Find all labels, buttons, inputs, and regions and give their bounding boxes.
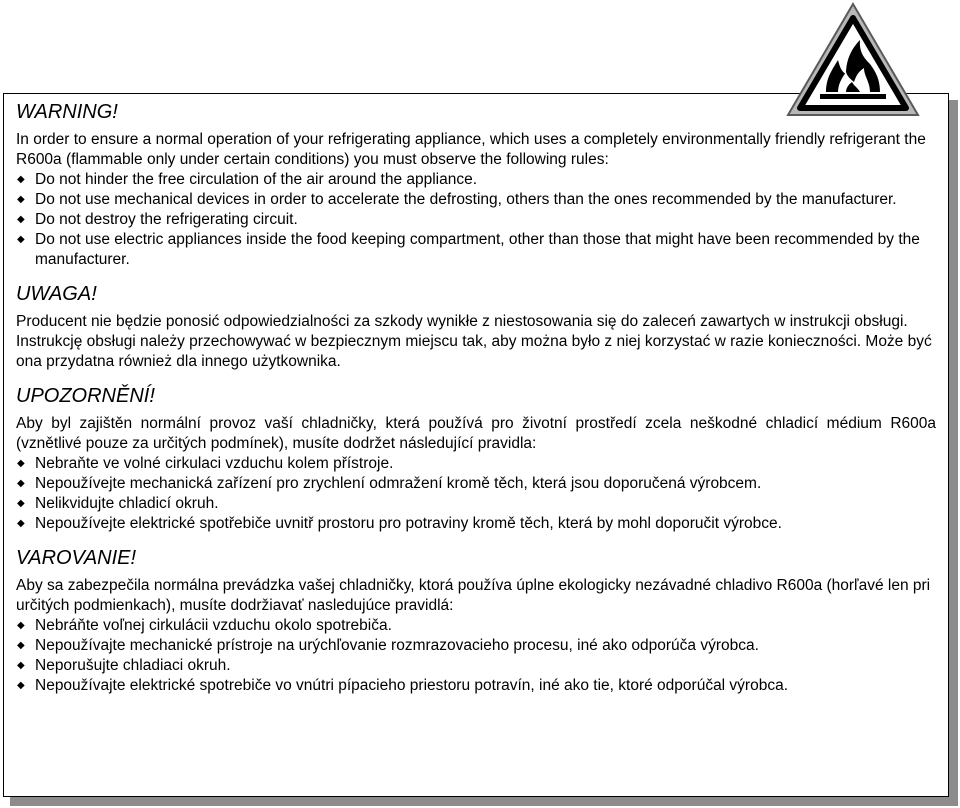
section-intro-cs: Aby byl zajištěn normální provoz vaší chladničky, která používá pro životní prostředí zcela neškodné chladicí médium R600a (vznětlivé pouze za určitých podmínek), musíte dodržet následující pravidla: <box>16 415 936 452</box>
list-item: ◆ Do not hinder the free circulation of the air around the appliance. <box>17 171 478 188</box>
diamond-bullet-icon: ◆ <box>17 640 25 651</box>
list-item: ◆ Nepoužívajte elektrické spotrebiče vo vnútri pípacieho priestoru potravín, iné ako tie, ktoré odporúčal výrobca. <box>17 677 789 694</box>
section-intro-pl: Producent nie będzie ponosić odpowiedzialności za szkody wynikłe z niestosowania się do zaleceń zawartych w instrukcji obsługi. Instrukcję obsługi należy przechowywać w bezpiecznym miejscu tak, aby można było z niej korzystać w razie konieczności. Może być ona przydatna również dla innego użytkownika. <box>16 313 932 370</box>
list-item: ◆ Do not use mechanical devices in order to accelerate the defrosting, others than the ones recommended by the manufacturer. <box>17 191 897 208</box>
warning-box <box>3 93 949 797</box>
diamond-bullet-icon: ◆ <box>17 194 25 205</box>
list-item: ◆ Nebraňte ve volné cirkulaci vzduchu kolem přístroje. <box>17 455 394 472</box>
diamond-bullet-icon: ◆ <box>17 660 25 671</box>
diamond-bullet-icon: ◆ <box>17 518 25 529</box>
list-item: ◆ Nepoužívajte mechanické prístroje na urýchľovanie rozmrazovacieho procesu, iné ako odporúča výrobca. <box>17 637 759 654</box>
flammable-warning-icon <box>786 2 920 118</box>
section-title-en: WARNING! <box>16 101 118 123</box>
diamond-bullet-icon: ◆ <box>17 234 25 245</box>
diamond-bullet-icon: ◆ <box>17 458 25 469</box>
section-title-cs: UPOZORNĚNÍ! <box>16 385 155 407</box>
section-title-sk: VAROVANIE! <box>16 547 137 569</box>
diamond-bullet-icon: ◆ <box>17 680 25 691</box>
diamond-bullet-icon: ◆ <box>17 214 25 225</box>
section-intro-sk: Aby sa zabezpečila normálna prevádzka vašej chladničky, ktorá používa úplne ekologicky nezávadné chladivo R600a (horľavé len pri určitých podmienkach), musíte dodržiavať nasledujúce pravidlá: <box>16 577 931 614</box>
list-item: ◆ Nepoužívejte elektrické spotřebiče uvnitř prostoru pro potraviny kromě těch, která by mohl doporučit výrobce. <box>17 515 782 532</box>
diamond-bullet-icon: ◆ <box>17 174 25 185</box>
list-item: ◆ Nebráňte voľnej cirkulácii vzduchu okolo spotrebiča. <box>17 617 392 634</box>
list-item: ◆ Nepoužívejte mechanická zařízení pro zrychlení odmražení kromě těch, která jsou doporučená výrobcem. <box>17 475 762 492</box>
warning-content <box>16 100 936 696</box>
list-item: ◆ Nelikvidujte chladicí okruh. <box>17 495 219 512</box>
diamond-bullet-icon: ◆ <box>17 498 25 509</box>
diamond-bullet-icon: ◆ <box>17 478 25 489</box>
section-title-pl: UWAGA! <box>16 283 97 305</box>
bullet-list-en <box>16 170 936 270</box>
list-item: ◆ Do not destroy the refrigerating circuit. <box>17 211 298 228</box>
bullet-list-sk <box>16 616 936 696</box>
list-item: ◆ Do not use electric appliances inside the food keeping compartment, other than those that might have been recommended by the manufacturer. <box>17 231 920 268</box>
section-intro-en: In order to ensure a normal operation of your refrigerating appliance, which uses a completely environmentally friendly refrigerant the R600a (flammable only under certain conditions) you must observe the following rules: <box>16 131 926 168</box>
diamond-bullet-icon: ◆ <box>17 620 25 631</box>
bullet-list-cs <box>16 454 936 534</box>
list-item: ◆ Neporušujte chladiaci okruh. <box>17 657 231 674</box>
